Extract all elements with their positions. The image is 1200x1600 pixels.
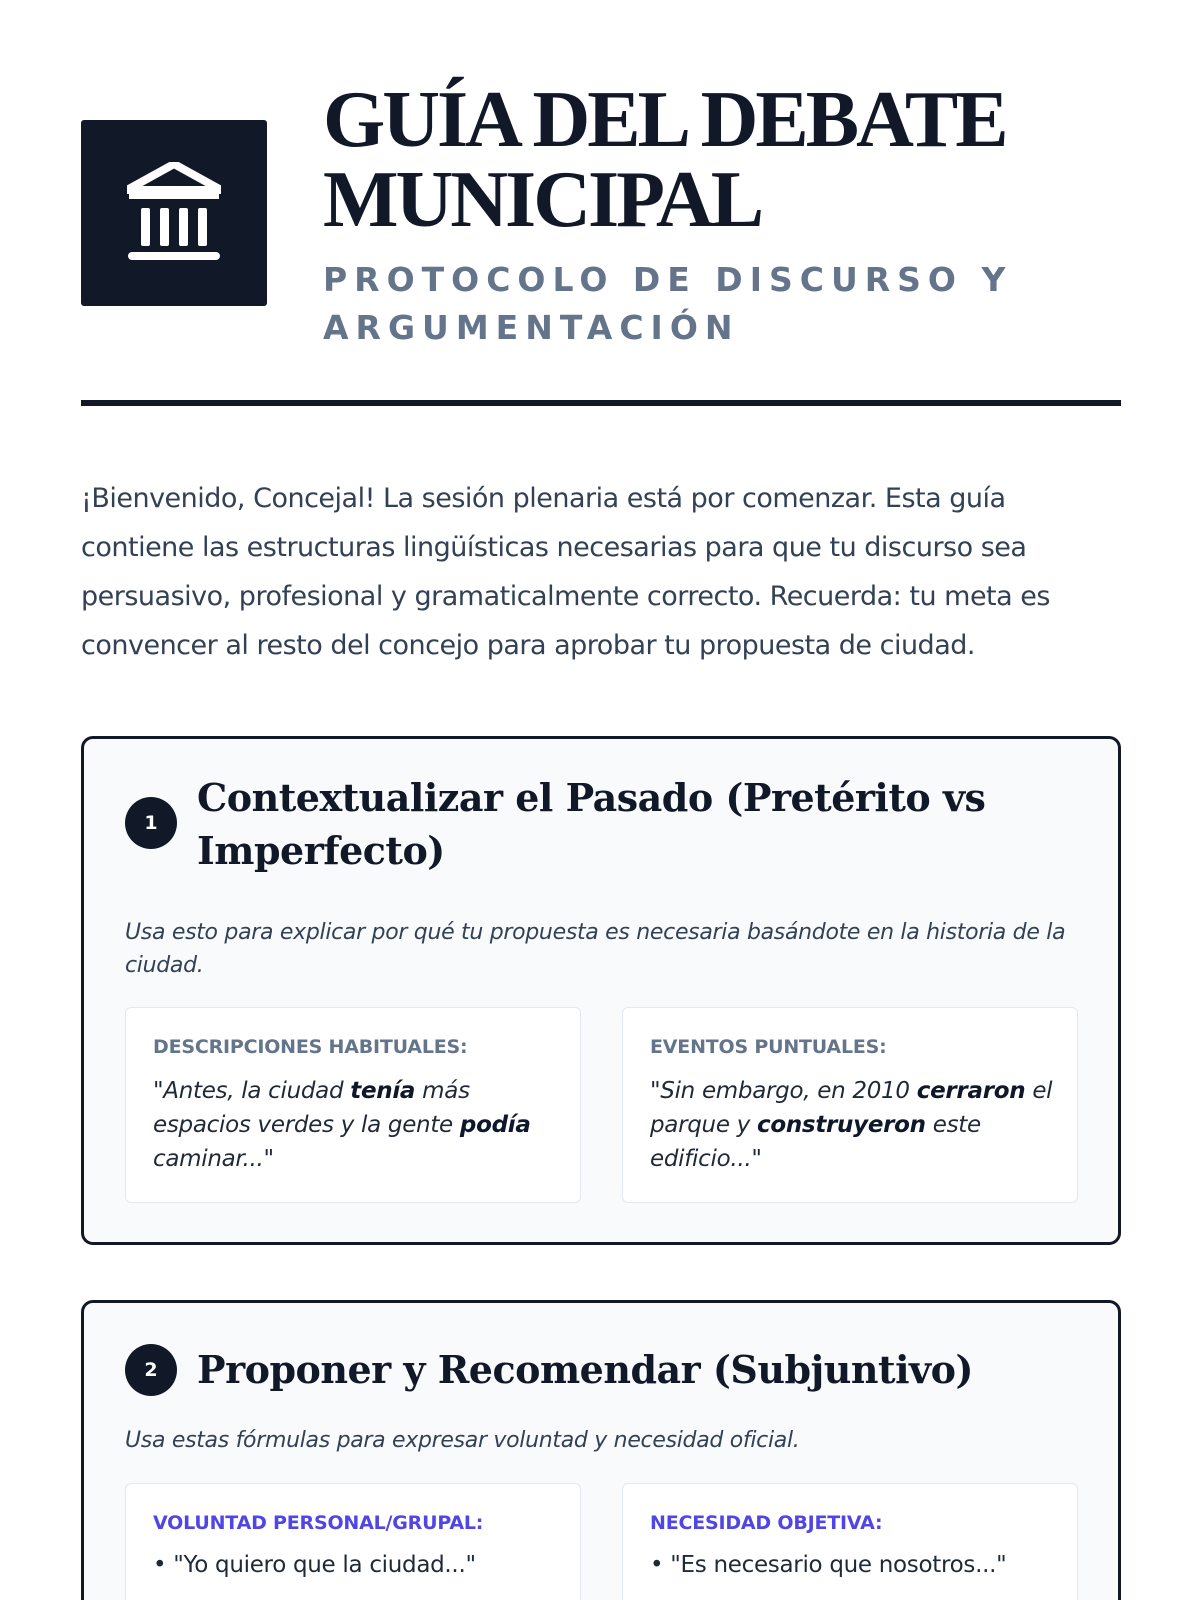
example-box-punctual [622, 1007, 1078, 1203]
example-item: • "Yo quiero que la ciudad..." [153, 1552, 476, 1578]
header-divider [81, 400, 1121, 406]
example-box-personal-will [125, 1483, 581, 1600]
example-box-habitual [125, 1007, 581, 1203]
section-card-past-tense [81, 736, 1121, 1245]
government-building-icon [127, 162, 221, 264]
section-title: Proponer y Recomendar (Subjuntivo) [197, 1347, 973, 1392]
example-quote: "Sin embargo, en 2010 cerraron el parque y construyeron este edificio..." [650, 1078, 1053, 1172]
subtitle-line-2: ARGUMENTACIÓN [323, 308, 740, 347]
section-card-subjunctive [81, 1300, 1121, 1600]
subtitle-line-1: PROTOCOLO DE DISCURSO Y [323, 260, 1013, 299]
section-number-badge: 1 [125, 797, 177, 849]
title-line-2: MUNICIPAL [323, 156, 762, 244]
example-box-objective-need [622, 1483, 1078, 1600]
page-title [323, 76, 1083, 244]
highlighted-verb: construyeron [757, 1112, 926, 1138]
example-label: NECESIDAD OBJETIVA: [650, 1512, 883, 1534]
highlighted-verb: cerraron [916, 1078, 1026, 1104]
example-label: EVENTOS PUNTUALES: [650, 1036, 887, 1058]
section-title [197, 771, 1077, 877]
example-quote: "Antes, la ciudad tenía más espacios verdes y la gente podía caminar..." [153, 1078, 531, 1172]
section-description: Usa estas fórmulas para expresar voluntad y necesidad oficial. [125, 1428, 800, 1453]
example-item: • "Es necesario que nosotros..." [650, 1552, 1007, 1578]
section-title-line-2: Imperfecto) [197, 828, 445, 873]
highlighted-verb: podía [459, 1112, 531, 1138]
example-label: VOLUNTAD PERSONAL/GRUPAL: [153, 1512, 484, 1534]
section-description: Usa esto para explicar por qué tu propuesta es necesaria basándote en la historia de la ciudad. [125, 920, 1066, 978]
page-subtitle [323, 256, 1083, 352]
logo [81, 120, 267, 306]
section-number-badge: 2 [125, 1344, 177, 1396]
example-label: DESCRIPCIONES HABITUALES: [153, 1036, 468, 1058]
section-title-line-1: Contextualizar el Pasado (Pretérito vs [197, 775, 986, 820]
intro-paragraph: ¡Bienvenido, Concejal! La sesión plenaria está por comenzar. Esta guía contiene las estructuras lingüísticas necesarias para que tu discurso sea persuasivo, profesional y gramaticalmente correcto. Recuerda: tu meta es convencer al resto del concejo para aprobar tu propuesta de ciudad. [81, 483, 1050, 661]
highlighted-verb: tenía [350, 1078, 416, 1104]
title-line-1: GUÍA DEL DEBATE [323, 76, 1006, 164]
